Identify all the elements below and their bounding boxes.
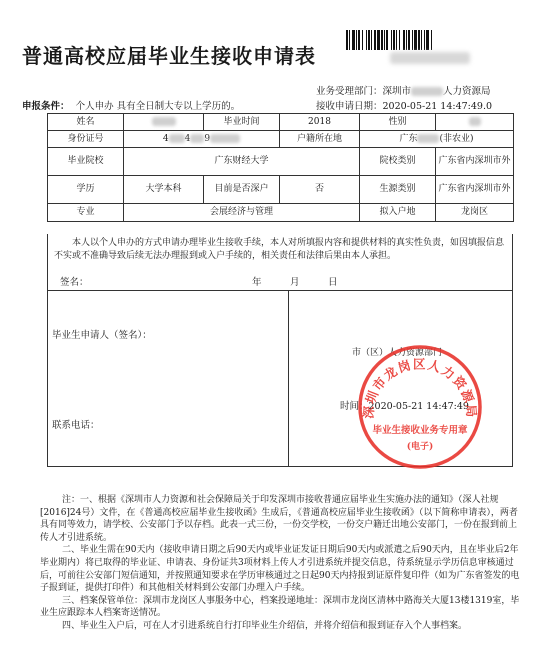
- applicant-sign-label: 毕业生申请人（签名）：: [52, 330, 152, 341]
- grad-time-label: 毕业时间: [204, 114, 280, 131]
- hukou-label: 户籍所在地: [280, 131, 360, 148]
- sz-hukou-label: 目前是否深户: [204, 176, 280, 204]
- district-value: 龙岗区: [436, 204, 514, 222]
- declaration-date-label: 年 月 日: [252, 277, 338, 288]
- table-row: [48, 148, 514, 176]
- redacted-id-2: [190, 134, 204, 143]
- seal-bottom-text: (电子): [406, 442, 434, 452]
- approval-time-value: 2020-05-21 14:47:49: [368, 401, 469, 412]
- approval-divider: [288, 290, 289, 467]
- redacted-id-3: [210, 134, 240, 143]
- table-row: [48, 114, 514, 131]
- declaration-text: 本人以个人申办的方式申请办理毕业生接收手续，本人对所填报内容和提供材料的真实性负责，如因填报信息不实或不准确导致后续无法办理报到或入户手续的，相关责任和法律后果由本人承担。: [54, 238, 505, 261]
- contact-phone-label: 联系电话：: [52, 420, 100, 431]
- service-department: [316, 83, 491, 97]
- hukou-value: [360, 131, 514, 148]
- hukou-value-prefix: 广东: [399, 133, 418, 144]
- official-seal-stamp: [353, 343, 487, 471]
- school-label: 毕业院校: [48, 148, 124, 176]
- hukou-value-suffix: (非农业): [439, 133, 474, 144]
- school-value: 广东财经大学: [124, 148, 360, 176]
- condition-label: 申报条件：: [22, 101, 70, 112]
- table-row: [48, 204, 514, 222]
- redacted-gender: [469, 117, 481, 126]
- id-value-suffix: 9: [204, 133, 211, 144]
- major-label: 专业: [48, 204, 124, 222]
- service-department-label: 业务受理部门：: [316, 86, 383, 97]
- name-label: 姓名: [48, 114, 124, 131]
- major-value: 会展经济与管理: [124, 204, 360, 222]
- service-department-suffix: 人力资源局: [443, 86, 491, 97]
- id-value-prefix: 4: [162, 133, 169, 144]
- notes-section: [40, 494, 522, 633]
- seal-ring-text: 深圳市龙岗区人力资源局: [360, 356, 480, 420]
- gender-label: 性别: [360, 114, 436, 131]
- application-date-label: 接收申请日期：: [316, 101, 383, 112]
- source-type-value: 广东省内深圳市外: [436, 176, 514, 204]
- gender-value: [436, 114, 514, 131]
- hr-department-label: 市（区）人力资源部门: [352, 348, 443, 358]
- application-date: [316, 98, 492, 112]
- table-row: [48, 176, 514, 204]
- note-item: 三、档案保管单位：深圳市龙岗区人事服务中心，档案投递地址：深圳市龙岗区清林中路海关大厦13楼1319室，毕业生应跟踪本人档案寄送情况。: [40, 595, 520, 619]
- redacted-id-1: [169, 134, 185, 143]
- name-value: [124, 114, 204, 131]
- grad-time-value: 2018: [280, 114, 360, 131]
- condition-value: 个人申办 具有全日制大专以上学历的。: [75, 101, 241, 112]
- district-label: 拟入户地: [360, 204, 436, 222]
- applicant-info-table: [47, 113, 514, 222]
- edu-label: 学历: [48, 176, 124, 204]
- id-value-mid: 4: [184, 133, 191, 144]
- redacted-district: [411, 87, 443, 96]
- barcode-number-redacted: [390, 52, 470, 64]
- redacted-hukou: [417, 134, 439, 143]
- note-item: 二、毕业生需在90天内（接收申请日期之后90天内或毕业证发证日期后90天内或派遣之后90天内，且在毕业后2年毕业期内）将已取得的毕业证、申请表、身份证共3项材料上传人才引进系统并提交信息，待系统显示学历信息审核通过后，可前往公安部门短信通知，并按照通知要求在学历审核通过之日起90天内持报到证原件复印件（如为广东省签发的电子报到证，提供打印件）和其他相关材料到公安部门办理入户手续。: [40, 545, 520, 594]
- school-type-value: 广东省内深圳市外: [436, 148, 514, 176]
- id-label: 身份证号: [48, 131, 124, 148]
- edu-value: 大学本科: [124, 176, 204, 204]
- note-item: 四、毕业生入户后，可在人才引进系统自行打印毕业生介绍信，并将介绍信和报到证存入个人事档案。: [62, 620, 468, 631]
- application-date-value: 2020-05-21 14:47:49.0: [382, 101, 493, 112]
- declaration-sign-label: 签名：: [60, 277, 89, 288]
- sz-hukou-value: 否: [280, 176, 360, 204]
- table-row: [48, 131, 514, 148]
- service-department-prefix: 深圳市: [382, 86, 412, 97]
- page-title: 普通高校应届毕业生接收申请表: [22, 44, 316, 68]
- school-type-label: 院校类别: [360, 148, 436, 176]
- redacted-name: [152, 117, 176, 126]
- note-item: 注：一、根据《深圳市人力资源和社会保障局关于印发深圳市接收普通应届毕业生实施办法的通知》（深人社规[2016]24号）文件，在《普通高校应届毕业生接收函》生成后，《普通高校应届毕业生接收函》（以下简称申请表），两者具有同等效力，请学校、公安部门予以存档。此表一式三份，一份交学校，一份交户籍迁出地公安部门，一份在报到前上传人才引进系统。: [40, 495, 518, 543]
- source-type-label: 生源类别: [360, 176, 436, 204]
- approval-time-label: 时间：: [340, 401, 369, 412]
- id-value: [124, 131, 280, 148]
- application-condition: [22, 98, 240, 112]
- seal-center-text: 毕业生接收业务专用章: [372, 425, 468, 436]
